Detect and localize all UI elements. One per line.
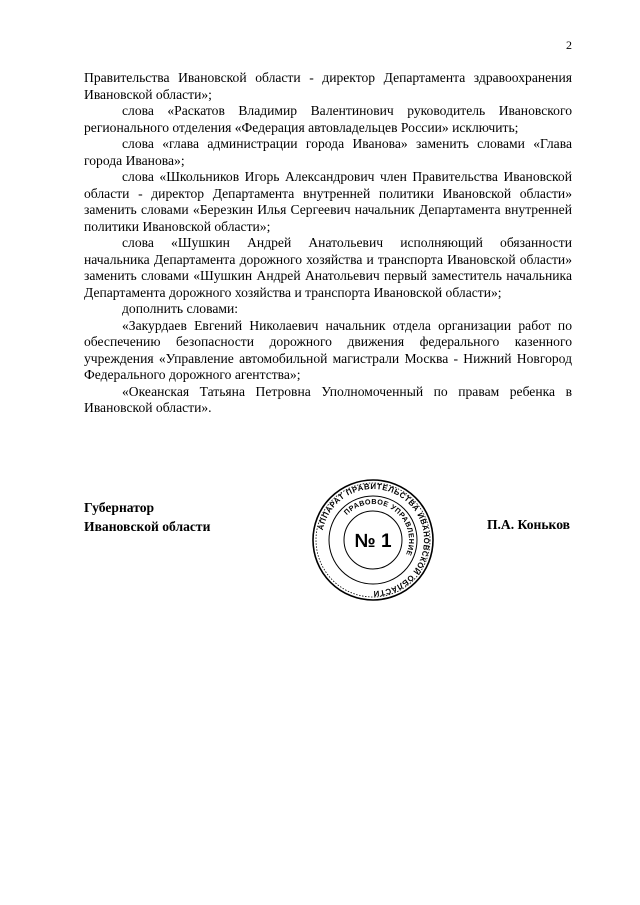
paragraph: слова «глава администрации города Иванова» заменить словами «Глава города Иванова»; — [84, 136, 572, 168]
signatory-title: Губернатор — [84, 500, 155, 515]
document-body — [84, 70, 572, 417]
paragraph: «Океанская Татьяна Петровна Уполномоченный по правам ребенка в Ивановской области». — [84, 383, 572, 415]
signatory-region: Ивановской области — [84, 519, 211, 534]
paragraph: слова «Раскатов Владимир Валентинович руководитель Ивановского регионального отделения «Федерация автовладельцев России» исключить; — [84, 103, 572, 135]
paragraph: Правительства Ивановской области - директор Департамента здравоохранения Ивановской области»; — [84, 70, 572, 102]
paragraph: слова «Шушкин Андрей Анатольевич исполняющий обязанности начальника Департамента дорожного хозяйства и транспорта Ивановской области» заменить словами «Шушкин Андрей Анатольевич первый заместитель начальника Департамента дорожного хозяйства и транспорта Ивановской области»; — [84, 235, 572, 300]
paragraph: «Закурдаев Евгений Николаевич начальник отдела организации работ по обеспечению безопасности дорожного движения федерального казенного учреждения «Управление автомобильной магистрали Москва - Нижний Новгород Федерального дорожного агентства»; — [84, 317, 572, 382]
paragraph: дополнить словами: — [122, 301, 239, 316]
signatory-position — [84, 498, 210, 536]
official-stamp — [311, 478, 435, 602]
paragraph: слова «Школьников Игорь Александрович член Правительства Ивановской области - директор Департамента внутренней политики Ивановской области» заменить словами «Березкин Илья Сергеевич начальник Департамента внутренней политики Ивановской области»; — [84, 169, 572, 234]
signatory-name: П.А. Коньков — [486, 517, 570, 532]
page-number: 2 — [566, 38, 572, 52]
stamp-inner-text: ПРАВОВОЕ УПРАВЛЕНИЕ — [341, 496, 417, 558]
stamp-number: № 1 — [354, 531, 392, 552]
stamp-outer-text: АППАРАТ ПРАВИТЕЛЬСТВА ИВАНОВСКОЙ ОБЛАСТИ — [316, 481, 432, 599]
